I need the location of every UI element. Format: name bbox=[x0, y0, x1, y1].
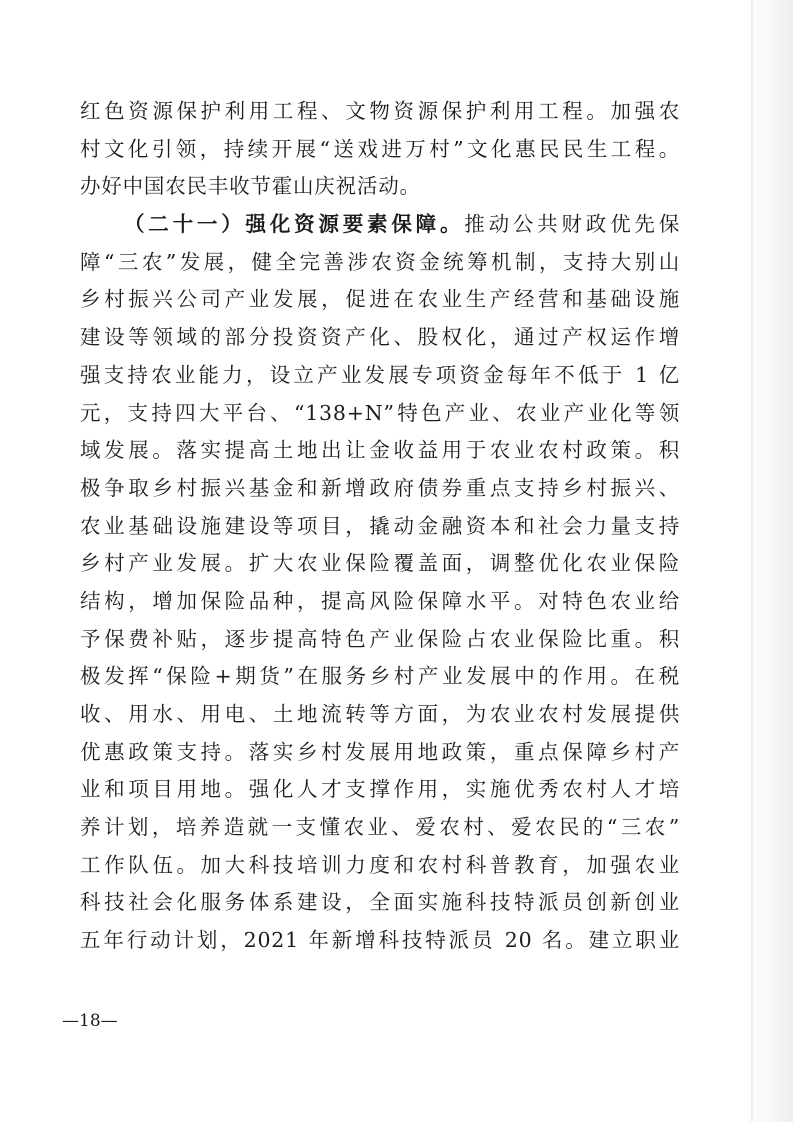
text-line: 五年行动计划，2021 年新增科技特派员 20 名。建立职业 bbox=[80, 928, 680, 953]
text-line: 强支持农业能力，设立产业发展专项资金每年不低于 1 亿 bbox=[80, 362, 680, 387]
text-line: 结构，增加保险品种，提高风险保障水平。对特色农业给 bbox=[80, 588, 680, 613]
section-heading: （二十一）强化资源要素保障。 bbox=[124, 212, 465, 237]
text-line: 予保费补贴，逐步提高特色产业保险占农业保险比重。积 bbox=[80, 626, 680, 651]
text-line: 乡村振兴公司产业发展，促进在农业生产经营和基础设施 bbox=[80, 287, 680, 312]
text-line: 养计划，培养造就一支懂农业、爱农村、爱农民的“三农” bbox=[80, 815, 680, 840]
text-line: 乡村产业发展。扩大农业保险覆盖面，调整优化农业保险 bbox=[80, 551, 680, 576]
text-line: 建设等领域的部分投资资产化、股权化，通过产权运作增 bbox=[80, 325, 680, 350]
body-text bbox=[80, 93, 680, 960]
text-line: 办好中国农民丰收节霍山庆祝活动。 bbox=[80, 174, 421, 199]
text-line: 极发挥“保险+期货”在服务乡村产业发展中的作用。在税 bbox=[80, 664, 680, 689]
text-line: 业和项目用地。强化人才支撑作用，实施优秀农村人才培 bbox=[80, 777, 680, 802]
text-line: 工作队伍。加大科技培训力度和农村科普教育，加强农业 bbox=[80, 852, 680, 877]
text-line: 村文化引领，持续开展“送戏进万村”文化惠民民生工程。 bbox=[80, 136, 680, 161]
scan-edge-line bbox=[751, 0, 753, 1122]
section-first-line-rest: 推动公共财政优先保 bbox=[464, 212, 680, 237]
section-first-line bbox=[80, 206, 680, 244]
text-line: 域发展。落实提高土地出让金收益用于农业农村政策。积 bbox=[80, 438, 680, 463]
text-line: 极争取乡村振兴基金和新增政府债券重点支持乡村振兴、 bbox=[80, 475, 680, 500]
page-number: —18— bbox=[62, 1011, 118, 1031]
text-line: 科技社会化服务体系建设，全面实施科技特派员创新创业 bbox=[80, 890, 680, 915]
text-line: 障“三农”发展，健全完善涉农资金统筹机制，支持大别山 bbox=[80, 249, 680, 274]
text-line: 收、用水、用电、土地流转等方面，为农业农村发展提供 bbox=[80, 702, 680, 726]
text-line: 优惠政策支持。落实乡村发展用地政策，重点保障乡村产 bbox=[80, 739, 680, 764]
text-line: 元，支持四大平台、“138+N”特色产业、农业产业化等领 bbox=[80, 400, 680, 425]
text-line: 红色资源保护利用工程、文物资源保护利用工程。加强农 bbox=[80, 99, 680, 123]
text-line: 农业基础设施建设等项目，撬动金融资本和社会力量支持 bbox=[80, 513, 680, 538]
